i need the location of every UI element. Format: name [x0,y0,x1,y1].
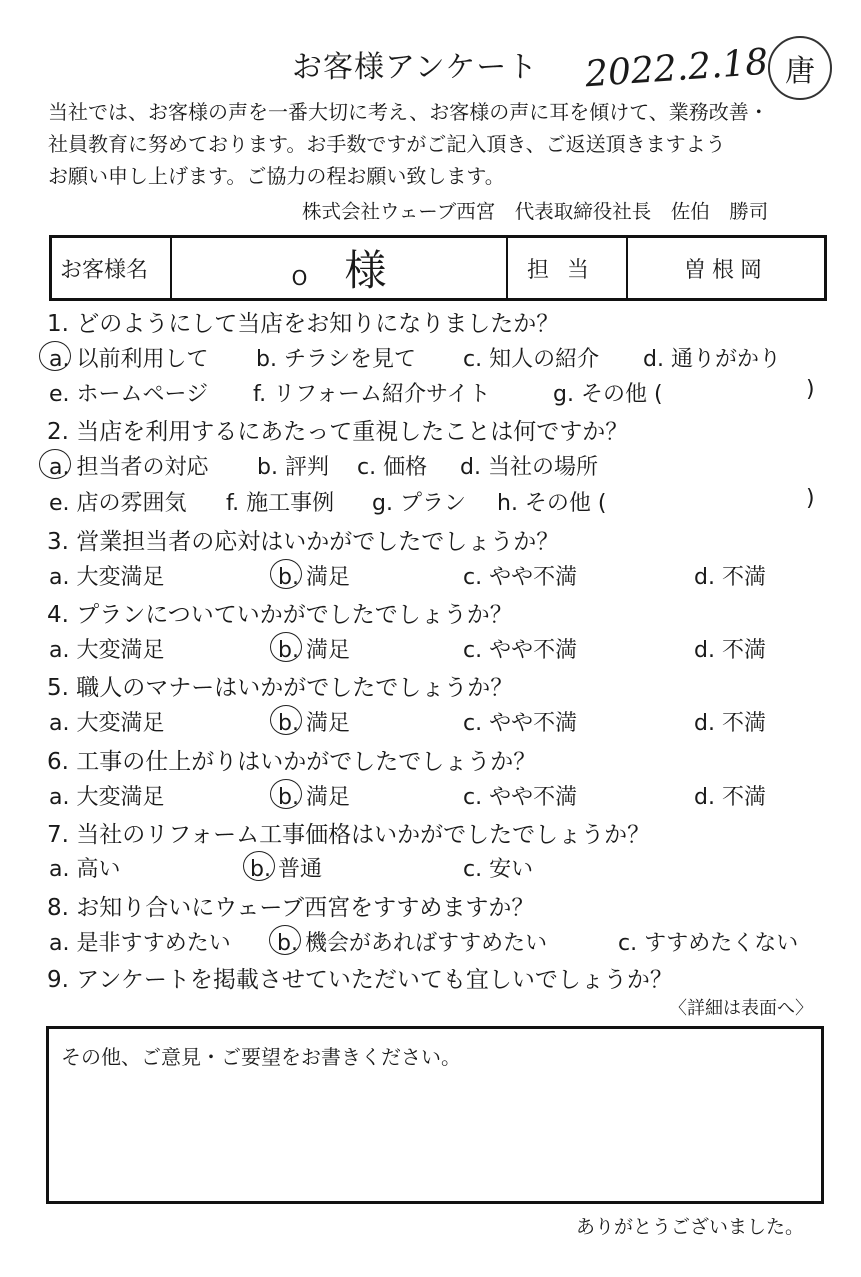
question-1: 1. どのようにして当店をお知りになりましたか？ [47,311,560,337]
customer-label-cell [51,237,172,300]
q7-option-a[interactable]: a. 高い [49,857,121,882]
q2-option-e[interactable]: e. 店の雰囲気 [49,491,187,516]
q5-option-d[interactable]: d. 不満 [694,711,766,736]
q1-option-g[interactable]: g. その他 ( [553,382,663,407]
intro-line-2: 社員教育に努めております。お手数ですがご記入頂き、ご返送頂きますよう [48,132,726,156]
q3-option-c[interactable]: c. やや不満 [463,565,578,590]
seal-stamp: 唐 [768,36,832,100]
customer-name-cell[interactable] [171,237,507,300]
question-8: 8. お知り合いにウェーブ西宮をすすめますか？ [47,895,535,921]
q2-option-c[interactable]: c. 価格 [357,455,428,480]
q4-option-a[interactable]: a. 大変満足 [49,638,165,663]
q4-option-b[interactable]: b. 満足 [278,638,350,663]
q7-option-b[interactable]: b. 普通 [250,857,322,882]
q8-option-a[interactable]: a. 是非すすめたい [49,931,231,956]
q3-option-a[interactable]: a. 大変満足 [49,565,165,590]
q1-option-a[interactable]: a. 以前利用して [49,347,209,372]
customer-name: O [291,266,308,290]
handwritten-date: 2022.2.18 [583,41,770,96]
staff-name: 曽根岡 [683,257,768,283]
q6-option-b[interactable]: b. 満足 [278,785,350,810]
comment-box[interactable] [46,1026,824,1204]
q6-option-d[interactable]: d. 不満 [694,785,766,810]
question-7: 7. 当社のリフォーム工事価格はいかがでしたでしょうか？ [47,822,651,848]
q5-option-c[interactable]: c. やや不満 [463,711,578,736]
question-3: 3. 営業担当者の応対はいかがでしたでしょうか？ [47,529,560,555]
q1-option-c[interactable]: c. 知人の紹介 [463,347,600,372]
q1-option-f[interactable]: f. リフォーム紹介サイト [253,382,491,407]
q2-option-a[interactable]: a. 担当者の対応 [49,455,209,480]
q7-option-c[interactable]: c. 安い [463,857,534,882]
q2-other-close: ) [806,486,815,511]
q1-option-d[interactable]: d. 通りがかり [643,347,781,372]
intro-line-1: 当社では、お客様の声を一番大切に考え、お客様の声に耳を傾けて、業務改善・ [48,100,769,124]
see-front-note: 〈詳細は表面へ〉 [669,998,813,1019]
staff-label: 担当 [526,257,607,283]
thanks-text: ありがとうございました。 [576,1216,805,1238]
customer-suffix: 様 [344,246,387,295]
question-4: 4. プランについていかがでしたでしょうか？ [47,602,513,628]
q2-option-d[interactable]: d. 当社の場所 [460,455,598,480]
staff-name-cell[interactable] [627,237,826,300]
intro-line-3: お願い申し上げます。ご協力の程お願い致します。 [48,164,505,188]
q8-option-c[interactable]: c. すすめたくない [618,931,799,956]
company-signature: 株式会社ウェーブ西宮 代表取締役社長 佐伯 勝司 [302,200,769,223]
q5-option-b[interactable]: b. 満足 [278,711,350,736]
question-2: 2. 当店を利用するにあたって重視したことは何ですか？ [47,419,629,445]
q1-other-close: ) [806,377,815,402]
q5-option-a[interactable]: a. 大変満足 [49,711,165,736]
q8-option-b[interactable]: b. 機会があればすすめたい [277,931,548,956]
customer-info-table [49,235,827,301]
question-9: 9. アンケートを掲載させていただいても宜しいでしょうか？ [47,967,673,993]
q2-option-b[interactable]: b. 評判 [257,455,329,480]
q2-option-f[interactable]: f. 施工事例 [226,491,335,516]
question-5: 5. 職人のマナーはいかがでしたでしょうか？ [47,675,514,701]
q2-option-h[interactable]: h. その他 ( [497,491,607,516]
q6-option-a[interactable]: a. 大変満足 [49,785,165,810]
q3-option-d[interactable]: d. 不満 [694,565,766,590]
question-6: 6. 工事の仕上がりはいかがでしたでしょうか？ [47,749,537,775]
survey-title: お客様アンケート [292,50,539,85]
staff-label-cell [507,237,627,300]
q6-option-c[interactable]: c. やや不満 [463,785,578,810]
comment-label: その他、ご意見・ご要望をお書きください。 [61,1045,461,1069]
q3-option-b[interactable]: b. 満足 [278,565,350,590]
q4-option-c[interactable]: c. やや不満 [463,638,578,663]
q4-option-d[interactable]: d. 不満 [694,638,766,663]
q1-option-b[interactable]: b. チラシを見て [256,347,416,372]
customer-label: お客様名 [60,257,149,283]
q1-option-e[interactable]: e. ホームページ [49,382,209,407]
q2-option-g[interactable]: g. プラン [372,491,466,516]
